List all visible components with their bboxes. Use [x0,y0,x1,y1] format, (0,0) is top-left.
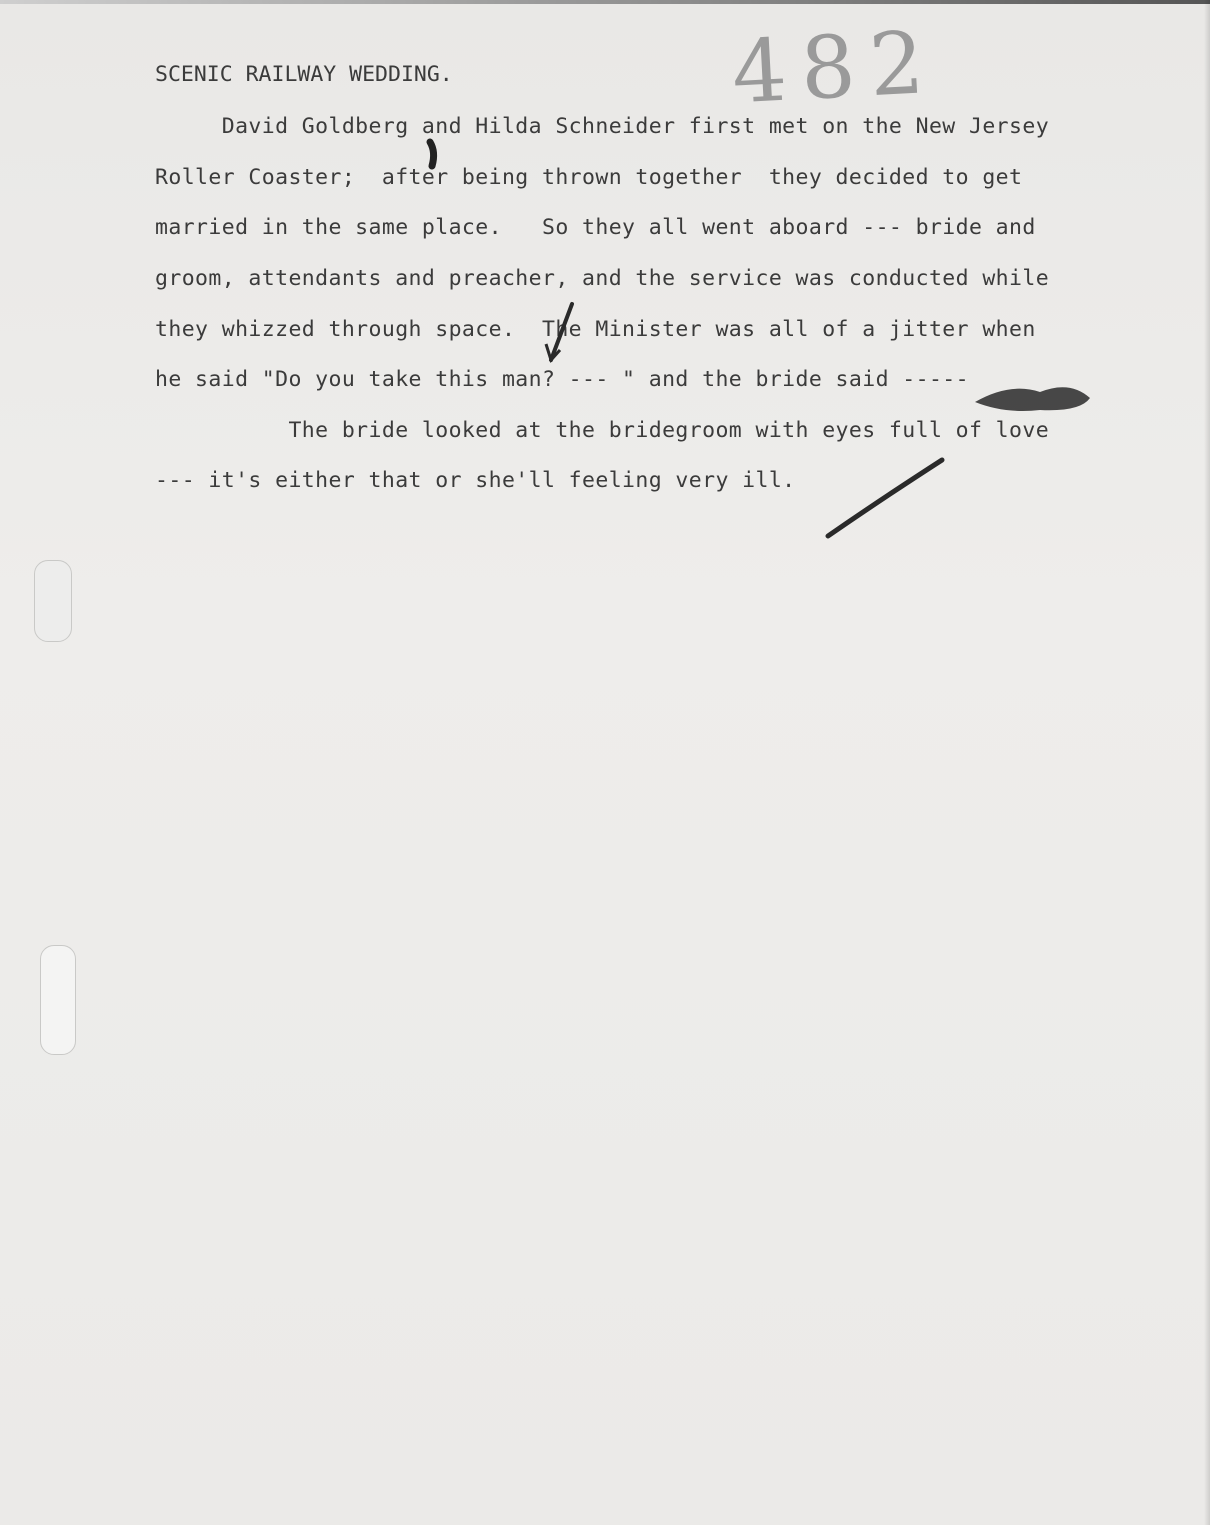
text-line-4: groom, attendants and preacher, and the service was conducted while [155,266,1050,291]
text-line-3: married in the same place. So they all went aboard --- bride and [155,215,1036,240]
edit-mark-end-stroke [828,460,942,536]
edit-mark-bride-said-scribble [975,387,1090,411]
handwritten-page-number: 482 [729,12,941,124]
text-line-6: he said "Do you take this man? --- " and the bride said ----- [155,367,969,392]
text-line-5: they whizzed through space. The Minister was all of a jitter when [155,317,1036,342]
text-line-2: Roller Coaster; after being thrown together they decided to get [155,165,1023,190]
edit-mark-goldberg [430,142,434,166]
text-line-8: --- it's either that or she'll feeling very ill. [155,468,796,493]
text-line-7: The bride looked at the bridegroom with eyes full of love [155,418,1050,443]
document-title: SCENIC RAILWAY WEDDING. [155,62,453,87]
edit-mark-space-slash [551,304,572,360]
text-line-1: David Goldberg and Hilda Schneider first met on the New Jersey [155,114,1050,139]
